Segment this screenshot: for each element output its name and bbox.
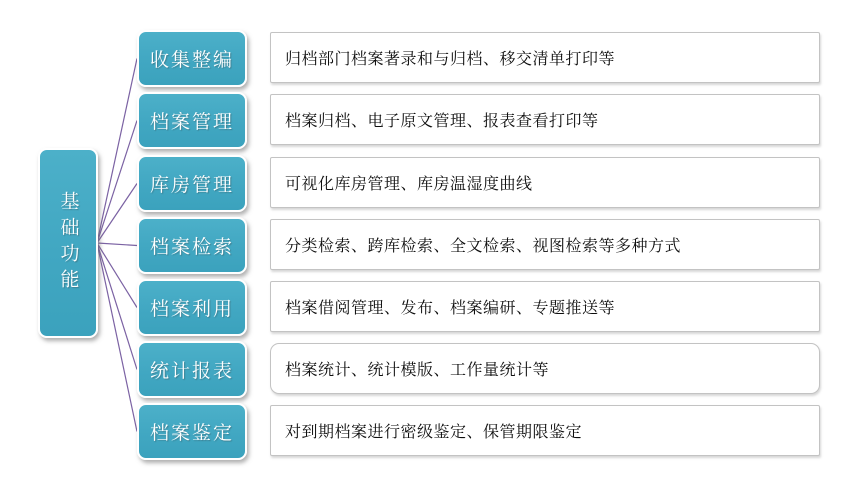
branch-node-archive-search [137,217,247,274]
root-node-basic-functions [38,148,98,338]
desc-text: 档案借阅管理、发布、档案编研、专题推送等 [285,300,616,317]
desc-box-statistics-reports [270,343,820,394]
connector-line [97,184,137,244]
desc-box-collection-arrangement [270,32,820,83]
desc-box-archive-utilization [270,281,820,332]
desc-text: 分类检索、跨库检索、全文检索、视图检索等多种方式 [285,238,682,255]
branch-node-label: 档案检索 [149,237,234,258]
branch-node-statistics-reports [137,341,247,398]
desc-text: 对到期档案进行密级鉴定、保管期限鉴定 [285,424,583,441]
connector-line [97,243,137,246]
branch-node-label: 统计报表 [149,361,234,382]
connector-line [97,243,137,370]
desc-text: 档案归档、电子原文管理、报表查看打印等 [285,113,599,130]
branch-node-label: 档案利用 [149,299,234,320]
connector-line [97,121,137,244]
connector-line [97,243,137,432]
branch-node-label: 收集整编 [149,50,234,71]
desc-box-warehouse-management [270,157,820,208]
branch-node-label: 档案管理 [149,112,234,133]
desc-box-archive-appraisal [270,405,820,456]
branch-node-warehouse-management [137,155,247,212]
desc-text: 档案统计、统计模版、工作量统计等 [285,362,550,379]
connector-line [97,243,137,308]
branch-node-label: 档案鉴定 [149,423,234,444]
branch-node-collection-arrangement [137,30,247,87]
root-node-label: 基础功能 [57,191,79,295]
desc-text: 可视化库房管理、库房温湿度曲线 [285,176,533,193]
connector-line [97,59,137,244]
desc-text: 归档部门档案著录和与归档、移交清单打印等 [285,51,616,68]
branch-node-label: 库房管理 [149,175,234,196]
branch-node-archive-utilization [137,279,247,336]
branch-node-archive-management [137,92,247,149]
desc-box-archive-search [270,219,820,270]
branch-node-archive-appraisal [137,403,247,460]
desc-box-archive-management [270,94,820,145]
